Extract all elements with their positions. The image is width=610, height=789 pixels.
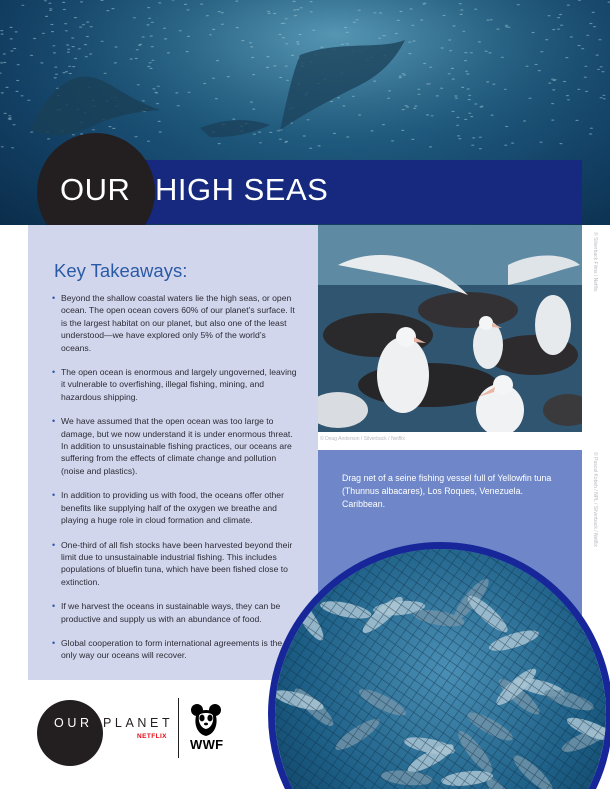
albatross-photo-credit: © Doug Anderson / Silverback / Netflix bbox=[320, 436, 405, 442]
wwf-panda-icon bbox=[188, 702, 224, 738]
key-takeaways-heading: Key Takeaways: bbox=[54, 260, 188, 281]
takeaway-item: • One-third of all fish stocks have been harvested beyond their limit due to unsustainable industrial fishing. This includes populations of bluefin tuna, which have been fished close to extinction. bbox=[52, 539, 293, 587]
takeaway-item: • If we harvest the oceans in sustainable ways, they can be productive and supply us with an abundance of food. bbox=[52, 601, 281, 624]
takeaway-item: • Beyond the shallow coastal waters lie the high seas, or open ocean. The open ocean covers 60% of our planet’s surface. It is the largest habitat on our planet, but also one of the least understood—we have explored only 5% of the world’s oceans. bbox=[52, 293, 295, 353]
netflix-logo: NETFLIX bbox=[137, 733, 167, 740]
albatross-photo bbox=[318, 225, 582, 432]
albatross-illustration bbox=[318, 225, 582, 432]
net-photo-credit: © Pascal Kobeh / NPL / Silverback / Netflix bbox=[592, 452, 598, 547]
takeaways-list bbox=[52, 292, 297, 674]
takeaway-item: • In addition to providing us with food, the oceans offer other benefits like supplying half of the oxygen we breathe and playing a huge role in cloud formation and climate. bbox=[52, 490, 284, 526]
takeaway-item: • The open ocean is enormous and largely ungoverned, leaving it vulnerable to overfishing, illegal fishing, mining, and hazardous shipping. bbox=[52, 367, 297, 402]
our-planet-logo-circle bbox=[37, 700, 103, 766]
takeaway-item: • We have assumed that the open ocean was too large to damage, but we now understand it is under enormous threat. In addition to unsustainable fishing practices, our oceans are suffering from the effects of climate change and pollution (noise and plastics). bbox=[52, 416, 293, 476]
page-title-high-seas: HIGH SEAS bbox=[155, 172, 329, 207]
our-planet-logo-our: OUR bbox=[54, 716, 93, 730]
hero-photo-credit: © Silverback Films / Netflix bbox=[592, 232, 598, 292]
logo-divider bbox=[178, 698, 179, 758]
our-planet-logo-planet: PLANET bbox=[103, 716, 174, 730]
wwf-logo-text: WWF bbox=[190, 737, 224, 752]
page-title-our: OUR bbox=[60, 172, 131, 207]
takeaway-item: • Global cooperation to form international agreements is the only way our oceans will recover. bbox=[52, 637, 283, 661]
net-photo-caption: Drag net of a seine fishing vessel full of Yellowfin tuna (Thunnus albacares), Los Roques, Venezuela. Caribbean. bbox=[342, 473, 552, 509]
